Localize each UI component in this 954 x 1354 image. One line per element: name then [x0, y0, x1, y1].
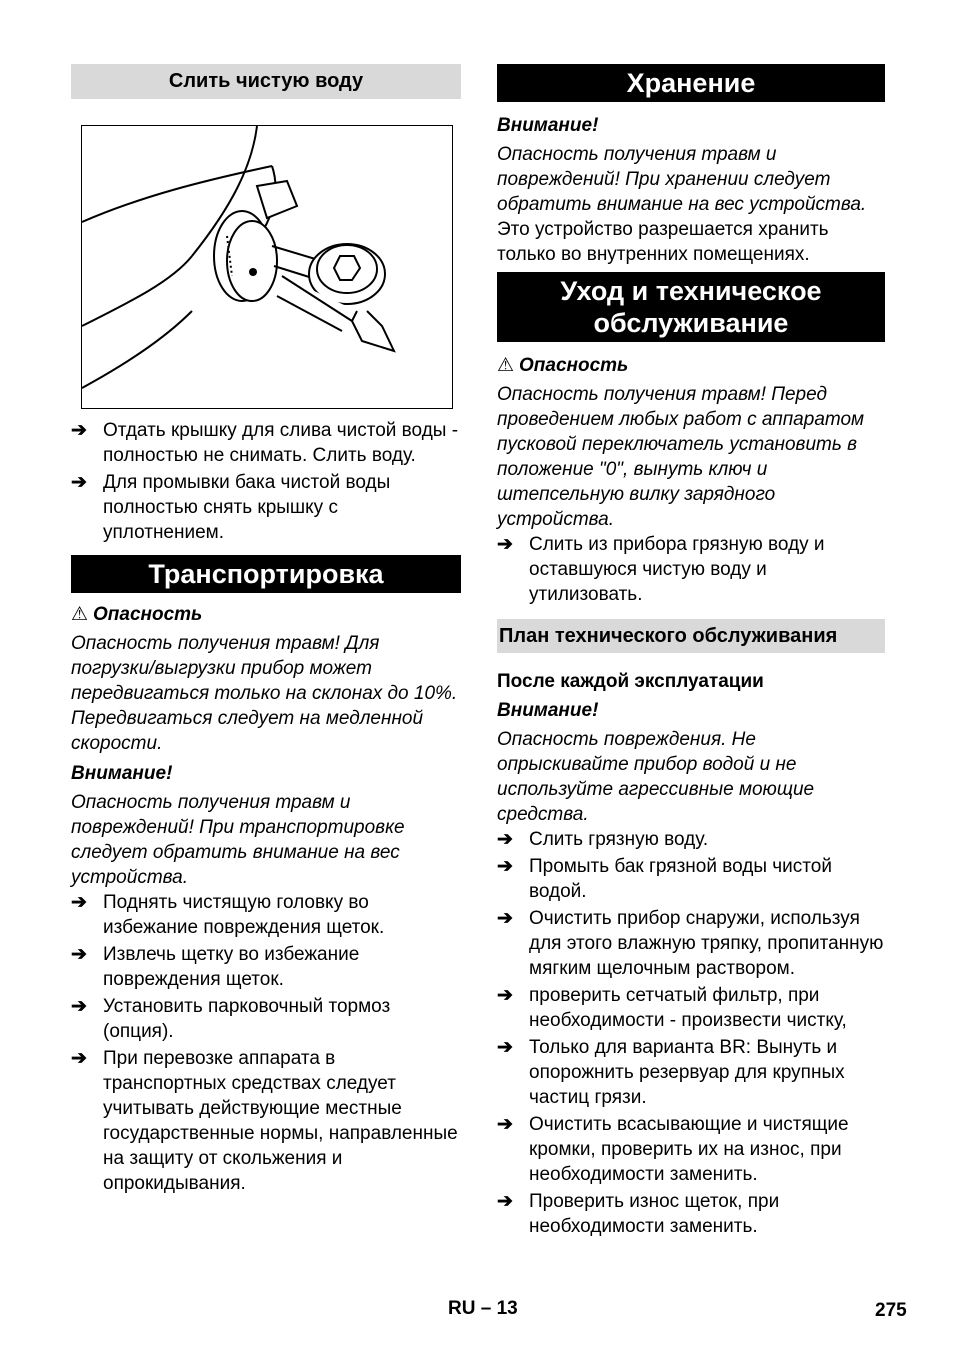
arrow-right-icon: ➔ — [497, 1037, 513, 1058]
plan-caution-text: Опасность повреждения. Не опрыскивайте прибор водой и не используйте агрессивные моющие средства. — [497, 729, 815, 825]
arrow-right-icon: ➔ — [71, 1048, 87, 1069]
plan-bullet-7 — [497, 1189, 885, 1239]
plan-bullet-3 — [497, 906, 885, 981]
arrow-right-icon: ➔ — [71, 944, 87, 965]
arrow-right-icon: ➔ — [497, 1114, 513, 1135]
right-column — [497, 64, 885, 1239]
arrow-right-icon: ➔ — [71, 892, 87, 913]
bullet-text: Промыть бак грязной воды чистой водой. — [529, 856, 832, 902]
plan-caution-label: Внимание! — [497, 700, 599, 721]
drain-cap-illustration — [81, 125, 453, 409]
arrow-right-icon: ➔ — [497, 856, 513, 877]
arrow-right-icon: ➔ — [497, 985, 513, 1006]
page-number: 275 — [875, 1300, 907, 1321]
drain-heading: Слить чистую воду — [71, 64, 461, 99]
warning-triangle-icon: ⚠ — [497, 355, 515, 376]
bullet-text: При перевозке аппарата в транспортных средствах следует учитывать действующие местные государственные нормы, направленные на защиту от скольжения и опрокидывания. — [103, 1048, 458, 1194]
drain-bullet-2 — [71, 470, 461, 545]
warning-triangle-icon: ⚠ — [71, 604, 89, 625]
plan-bullet-5 — [497, 1035, 885, 1110]
care-bullet-1 — [497, 532, 885, 607]
plan-bullet-4 — [497, 983, 885, 1033]
arrow-right-icon: ➔ — [497, 1191, 513, 1212]
arrow-right-icon: ➔ — [71, 472, 87, 493]
bullet-text: проверить сетчатый фильтр, при необходимости - произвести чистку, — [529, 985, 847, 1031]
drain-cap-drawing — [82, 126, 452, 408]
bullet-text: Для промывки бака чистой воды полностью снять крышку с уплотнением. — [103, 472, 391, 543]
transport-danger-label: ⚠ Опасность — [71, 604, 203, 625]
arrow-right-icon: ➔ — [71, 420, 87, 441]
arrow-right-icon: ➔ — [497, 829, 513, 850]
arrow-right-icon: ➔ — [497, 908, 513, 929]
bullet-text: Слить из прибора грязную воду и оставшуюся чистую воду и утилизовать. — [529, 534, 825, 605]
bullet-text: Поднять чистящую головку во избежание повреждения щеток. — [103, 892, 385, 938]
transport-bullet-4 — [71, 1046, 461, 1196]
care-heading: Уход и техническое обслуживание — [497, 272, 885, 342]
bullet-text: Только для варианта BR: Вынуть и опорожнить резервуар для крупных частиц грязи. — [529, 1037, 845, 1108]
drain-bullet-1 — [71, 418, 461, 468]
arrow-right-icon: ➔ — [71, 996, 87, 1017]
plan-bullet-2 — [497, 854, 885, 904]
storage-text: Это устройство разрешается хранить только во внутренних помещениях. — [497, 219, 829, 265]
plan-bullet-6 — [497, 1112, 885, 1187]
plan-heading: План технического обслуживания — [497, 619, 885, 653]
transport-caution-text: Опасность получения травм и повреждений! При транспортировке следует обратить внимание на вес устройства. — [71, 792, 405, 888]
storage-caution-text: Опасность получения травм и повреждений! При хранении следует обратить внимание на вес устройства. — [497, 144, 867, 215]
after-each-use-heading: После каждой эксплуатации — [497, 671, 764, 692]
section-page-label: RU – 13 — [448, 1298, 518, 1319]
transport-heading: Транспортировка — [71, 555, 461, 593]
care-danger-text: Опасность получения травм! Перед проведением любых работ с аппаратом пусковой переключатель установить в положение "0", вынуть ключ и штепсельную вилку зарядного устройства. — [497, 384, 865, 530]
plan-bullet-1 — [497, 827, 885, 852]
bullet-text: Извлечь щетку во избежание повреждения щеток. — [103, 944, 360, 990]
bullet-text: Слить грязную воду. — [529, 829, 709, 850]
storage-heading: Хранение — [497, 64, 885, 102]
storage-caution-label: Внимание! — [497, 115, 599, 136]
left-column — [71, 64, 461, 1196]
bullet-text: Очистить прибор снаружи, используя для этого влажную тряпку, пропитанную мягким щелочным раствором. — [529, 908, 884, 979]
transport-bullet-2 — [71, 942, 461, 992]
transport-bullet-1 — [71, 890, 461, 940]
bullet-text: Очистить всасывающие и чистящие кромки, проверить их на износ, при необходимости заменить. — [529, 1114, 849, 1185]
transport-caution-label: Внимание! — [71, 763, 173, 784]
transport-bullet-3 — [71, 994, 461, 1044]
bullet-text: Проверить износ щеток, при необходимости заменить. — [529, 1191, 780, 1237]
arrow-right-icon: ➔ — [497, 534, 513, 555]
bullet-text: Установить парковочный тормоз (опция). — [103, 996, 391, 1042]
bullet-text: Отдать крышку для слива чистой воды - полностью не снимать. Слить воду. — [103, 420, 459, 466]
transport-danger-text: Опасность получения травм! Для погрузки/выгрузки прибор может передвигаться только на склонах до 10%. Передвигаться следует на медленной скорости. — [71, 633, 458, 754]
care-danger-label: ⚠ Опасность — [497, 355, 629, 376]
